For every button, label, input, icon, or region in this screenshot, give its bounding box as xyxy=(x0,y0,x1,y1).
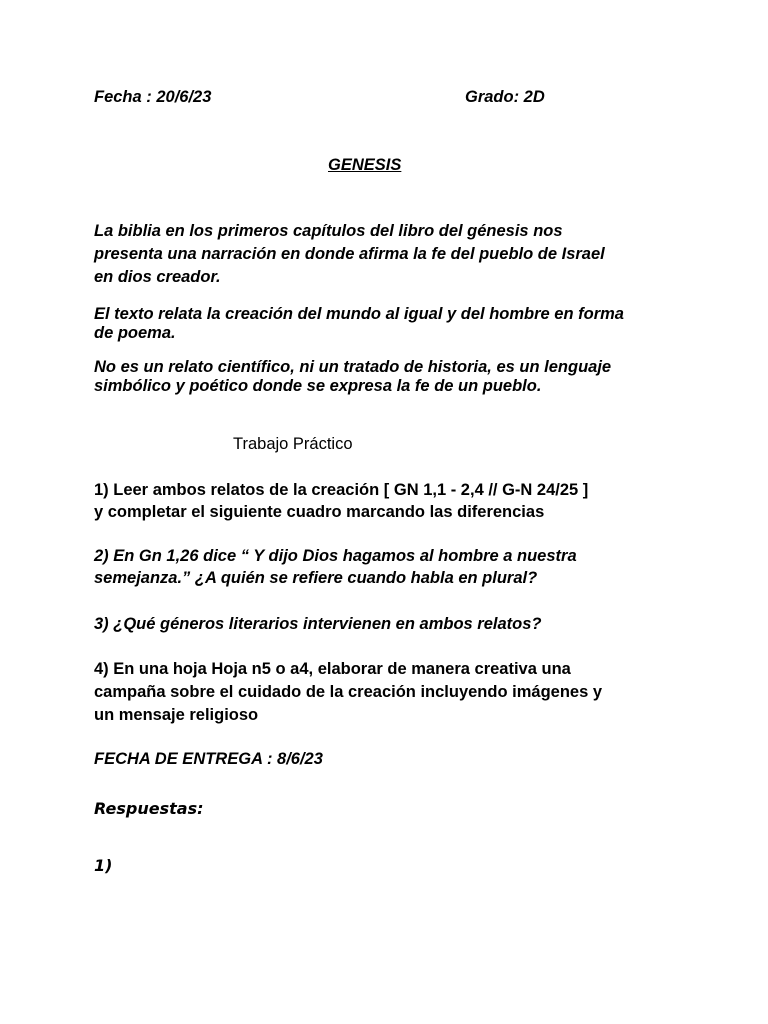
question-4-line-1: 4) En una hoja Hoja n5 o a4, elaborar de manera creativa una xyxy=(94,660,571,678)
question-3: 3) ¿Qué géneros literarios intervienen en ambos relatos? xyxy=(94,615,542,633)
question-4-line-3: un mensaje religioso xyxy=(94,706,259,724)
question-4-line-2: campaña sobre el cuidado de la creación incluyendo imágenes y xyxy=(94,683,603,701)
intro-paragraph-2-line-1: El texto relata la creación del mundo al igual y del hombre en forma xyxy=(94,305,624,323)
question-1-line-2: y completar el siguiente cuadro marcando las diferencias xyxy=(94,503,545,521)
answers-heading: Respuestas: xyxy=(94,799,204,818)
intro-paragraph-2-line-2: de poema. xyxy=(94,324,176,342)
intro-paragraph-1-line-3: en dios creador. xyxy=(94,268,221,286)
answer-1-label: 1) xyxy=(94,856,113,875)
question-2-line-2: semejanza.” ¿A quién se refiere cuando habla en plural? xyxy=(94,569,538,587)
practical-work-heading: Trabajo Práctico xyxy=(233,435,353,453)
intro-paragraph-3-line-2: simbólico y poético donde se expresa la fe de un pueblo. xyxy=(94,377,542,395)
intro-paragraph-3-line-1: No es un relato científico, ni un tratado de historia, es un lenguaje xyxy=(94,358,612,376)
intro-paragraph-1-line-2: presenta una narración en donde afirma la fe del pueblo de Israel xyxy=(94,245,605,263)
document-title: GENESIS xyxy=(328,156,402,174)
question-2-line-1: 2) En Gn 1,26 dice “ Y dijo Dios hagamos al hombre a nuestra xyxy=(94,547,577,565)
grade-label: Grado: 2D xyxy=(465,88,545,106)
intro-paragraph-1-line-1: La biblia en los primeros capítulos del libro del génesis nos xyxy=(94,222,563,240)
due-date: FECHA DE ENTREGA : 8/6/23 xyxy=(94,750,323,768)
date-label: Fecha : 20/6/23 xyxy=(94,88,212,106)
question-1-line-1: 1) Leer ambos relatos de la creación [ GN 1,1 - 2,4 // G-N 24/25 ] xyxy=(94,481,589,499)
